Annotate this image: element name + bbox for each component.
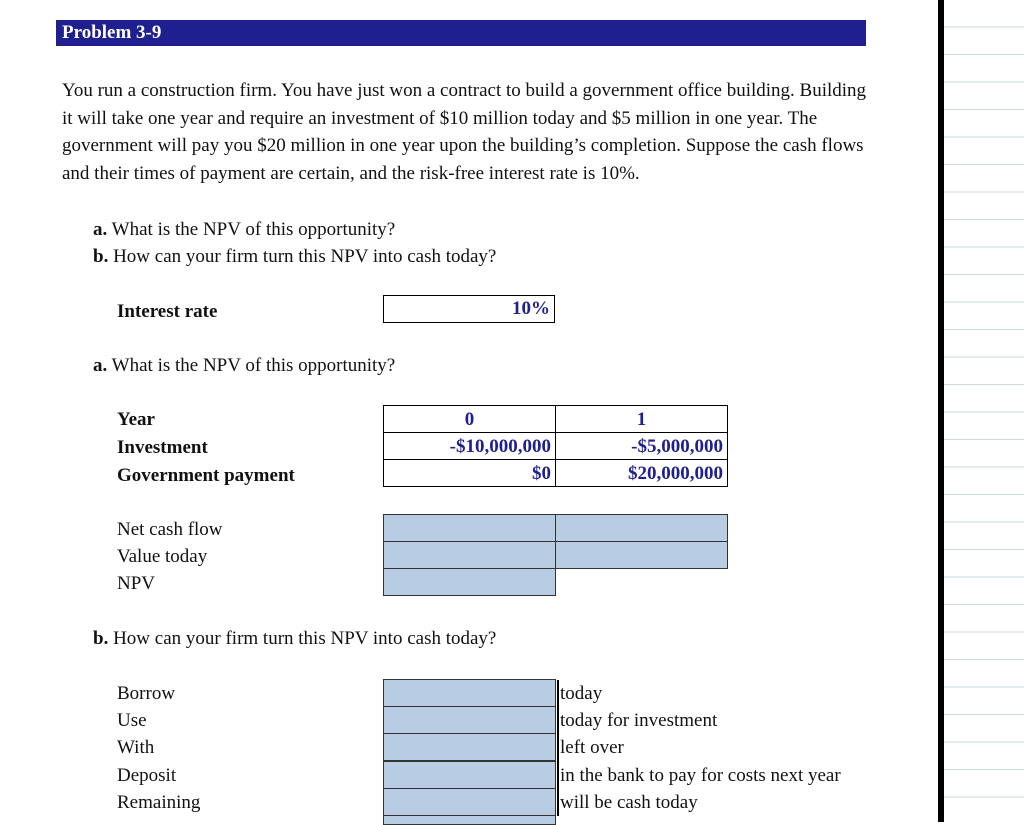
use-input[interactable] bbox=[383, 706, 556, 734]
remaining-note: will be cash today bbox=[560, 792, 698, 813]
year-label: Year bbox=[117, 409, 155, 430]
part-a-letter: a. bbox=[93, 355, 108, 376]
borrow-note: today bbox=[560, 683, 603, 704]
net-cash-flow-0-input[interactable] bbox=[383, 514, 556, 542]
npv-input[interactable] bbox=[383, 568, 556, 596]
investment-1-cell[interactable]: -$5,000,000 bbox=[555, 432, 728, 460]
value-today-1-input[interactable] bbox=[555, 541, 728, 569]
remaining-input[interactable] bbox=[383, 788, 556, 816]
question-a-text: What is the NPV of this opportunity? bbox=[111, 219, 396, 240]
deposit-label: Deposit bbox=[117, 765, 177, 786]
government-1-cell[interactable]: $20,000,000 bbox=[555, 459, 728, 487]
with-input[interactable] bbox=[383, 733, 556, 761]
part-b-letter: b. bbox=[93, 628, 109, 649]
investment-label: Investment bbox=[117, 437, 208, 458]
deposit-note: in the bank to pay for costs next year bbox=[560, 765, 841, 786]
question-b bbox=[93, 243, 496, 270]
question-b-letter: b. bbox=[93, 246, 109, 267]
spreadsheet-grid-column[interactable] bbox=[944, 0, 1024, 822]
interest-rate-cell[interactable]: 10% bbox=[383, 295, 555, 323]
notes-border bbox=[557, 680, 559, 816]
with-note: left over bbox=[560, 737, 624, 758]
borrow-input[interactable] bbox=[383, 679, 556, 707]
question-a-letter: a. bbox=[93, 219, 108, 240]
part-a-text: What is the NPV of this opportunity? bbox=[111, 355, 396, 376]
problem-title: Problem 3-9 bbox=[56, 20, 866, 46]
net-cash-flow-1-input[interactable] bbox=[555, 514, 728, 542]
government-0-cell[interactable]: $0 bbox=[383, 459, 556, 487]
interest-rate-label: Interest rate bbox=[117, 301, 218, 322]
value-today-0-input[interactable] bbox=[383, 541, 556, 569]
government-payment-label: Government payment bbox=[117, 465, 295, 486]
part-a-heading bbox=[93, 352, 395, 379]
year-1-cell[interactable]: 1 bbox=[555, 405, 728, 433]
part-b-text: How can your firm turn this NPV into cash today? bbox=[113, 628, 497, 649]
question-b-text: How can your firm turn this NPV into cash today? bbox=[113, 246, 497, 267]
question-a bbox=[93, 216, 395, 243]
next-row-input[interactable] bbox=[383, 815, 556, 825]
deposit-input[interactable] bbox=[383, 761, 556, 789]
npv-label: NPV bbox=[117, 573, 156, 594]
use-note: today for investment bbox=[560, 710, 718, 731]
problem-text: You run a construction firm. You have just won a contract to build a government office building. Building it will take one year and require an investment of $10 million today and $5 million in one year. The government will pay you $20 million in one year upon the building’s completion. Suppose the cash flows and their times of payment are certain, and the risk-free interest rate is 10%. bbox=[62, 80, 867, 184]
part-b-heading bbox=[93, 625, 496, 652]
borrow-label: Borrow bbox=[117, 683, 176, 704]
net-cash-flow-label: Net cash flow bbox=[117, 519, 223, 540]
year-0-cell[interactable]: 0 bbox=[383, 405, 556, 433]
use-label: Use bbox=[117, 710, 147, 731]
value-today-label: Value today bbox=[117, 546, 208, 567]
with-label: With bbox=[117, 737, 155, 758]
remaining-label: Remaining bbox=[117, 792, 201, 813]
investment-0-cell[interactable]: -$10,000,000 bbox=[383, 432, 556, 460]
